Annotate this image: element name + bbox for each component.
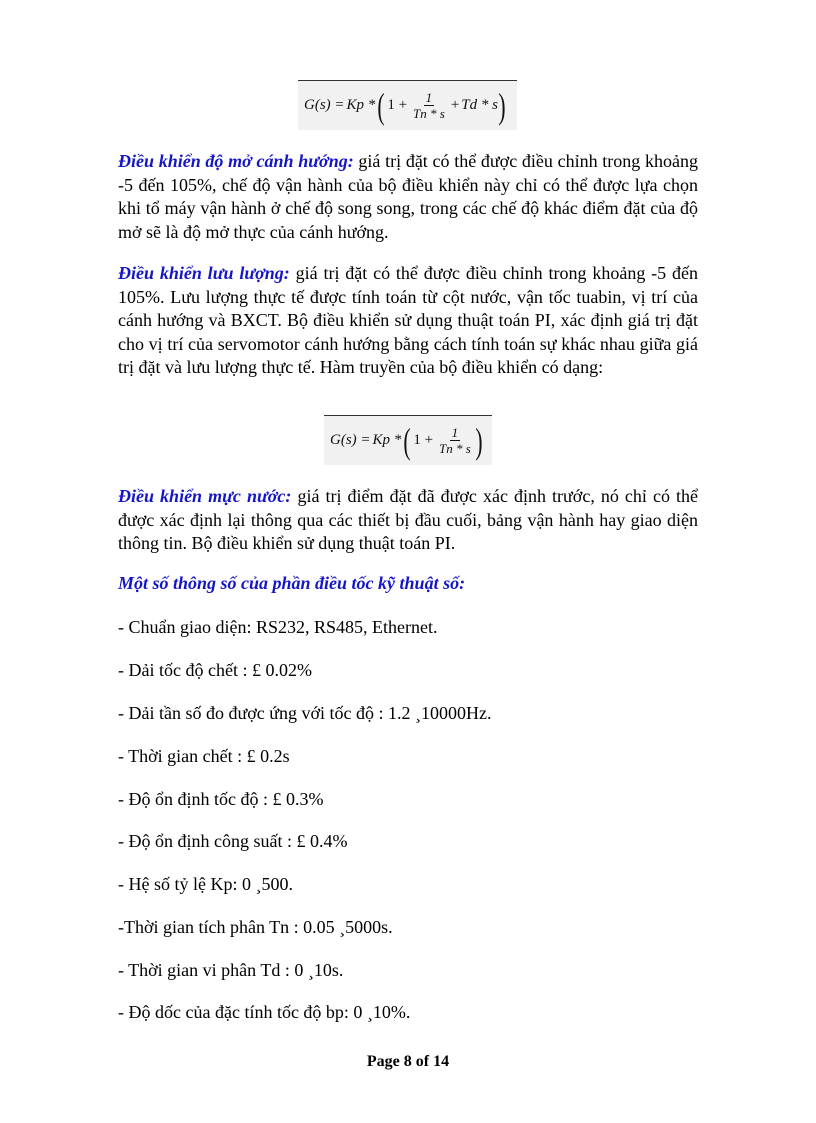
formula-one: 1 + [413,432,434,448]
formula-paren-open: ( [403,420,411,461]
paragraph-body: giá trị điểm đặt đã được xác định trước, nó chỉ có thể được xác định lại thông qua các thiết bị đầu cuối, bảng vận hành hay giao diện thông tin. Bộ điều khiển sử dụng thuật toán PI. [118,486,698,554]
formula-paren-close: ) [498,85,506,126]
paragraph-water-level-control [118,485,698,556]
page-footer: Page 8 of 14 [366,1053,450,1070]
formula-kp: Kp * [372,432,402,448]
formula-numerator: 1 [451,425,459,440]
formula-denominator: Tn * s [439,441,471,456]
formula-plus: + [450,97,460,113]
spec-item: -Thời gian tích phân Tn : 0.05 ¸5000s. [118,917,393,937]
formula-lhs: G(s) = [304,97,345,113]
formula-paren-open: ( [377,85,385,126]
spec-item: - Độ ổn định tốc độ : £ 0.3% [118,789,324,809]
transfer-function-pid-formula [298,80,517,130]
spec-item: - Độ ổn định công suất : £ 0.4% [118,831,348,851]
paragraph-lead: Điều khiển độ mở cánh hướng: [118,151,354,171]
transfer-function-pi-formula [324,415,492,465]
spec-item: - Dải tốc độ chết : £ 0.02% [118,660,312,680]
formula-paren-close: ) [475,420,483,461]
paragraph-body: giá trị đặt có thể được điều chỉnh trong khoảng -5 đến 105%. Lưu lượng thực tế được tính toán từ cột nước, vận tốc tuabin, vị trí của cánh hướng và BXCT. Bộ điều khiển sử dụng thuật toán PI, xác định giá trị đặt cho vị trí của servomotor cánh hướng bằng cách tính toán sự khác nhau giữa giá trị đặt và lưu lượng thực tế. Hàm truyền của bộ điều khiển có dạng: [118,263,698,378]
formula-fraction [437,425,473,456]
paragraph-lead: Điều khiển lưu lượng: [118,263,290,283]
section-heading: Một số thông số của phần điều tốc kỹ thuật số: [118,573,466,593]
paragraph-guide-vane-control [118,150,698,244]
formula-numerator: 1 [425,90,433,105]
formula-lhs: G(s) = [330,432,371,448]
spec-item: - Thời gian vi phân Td : 0 ¸10s. [118,960,344,980]
spec-item: - Thời gian chết : £ 0.2s [118,746,290,766]
formula-kp: Kp * [346,97,376,113]
paragraph-lead: Điều khiển mực nước: [118,486,292,506]
spec-item: - Hệ số tỷ lệ Kp: 0 ¸500. [118,874,293,894]
paragraph-flow-control [118,262,698,380]
formula-fraction [411,90,447,121]
formula-denominator: Tn * s [413,106,445,121]
formula-one: 1 + [387,97,408,113]
spec-item: - Chuẩn giao diện: RS232, RS485, Ethernet. [118,617,438,637]
paragraph-body: giá trị đặt có thể được điều chỉnh trong khoảng -5 đến 105%, chế độ vận hành của bộ điều khiển này chỉ có thể được lựa chọn khi tổ máy vận hành ở chế độ song song, trong các chế độ khác điểm đặt của độ mở sẽ là độ mở thực của cánh hướng. [118,151,698,242]
formula-td: Td * s [461,97,498,113]
spec-item: - Độ dốc của đặc tính tốc độ bp: 0 ¸10%. [118,1002,411,1022]
spec-item: - Dải tần số đo được ứng với tốc độ : 1.2 ¸10000Hz. [118,703,492,723]
